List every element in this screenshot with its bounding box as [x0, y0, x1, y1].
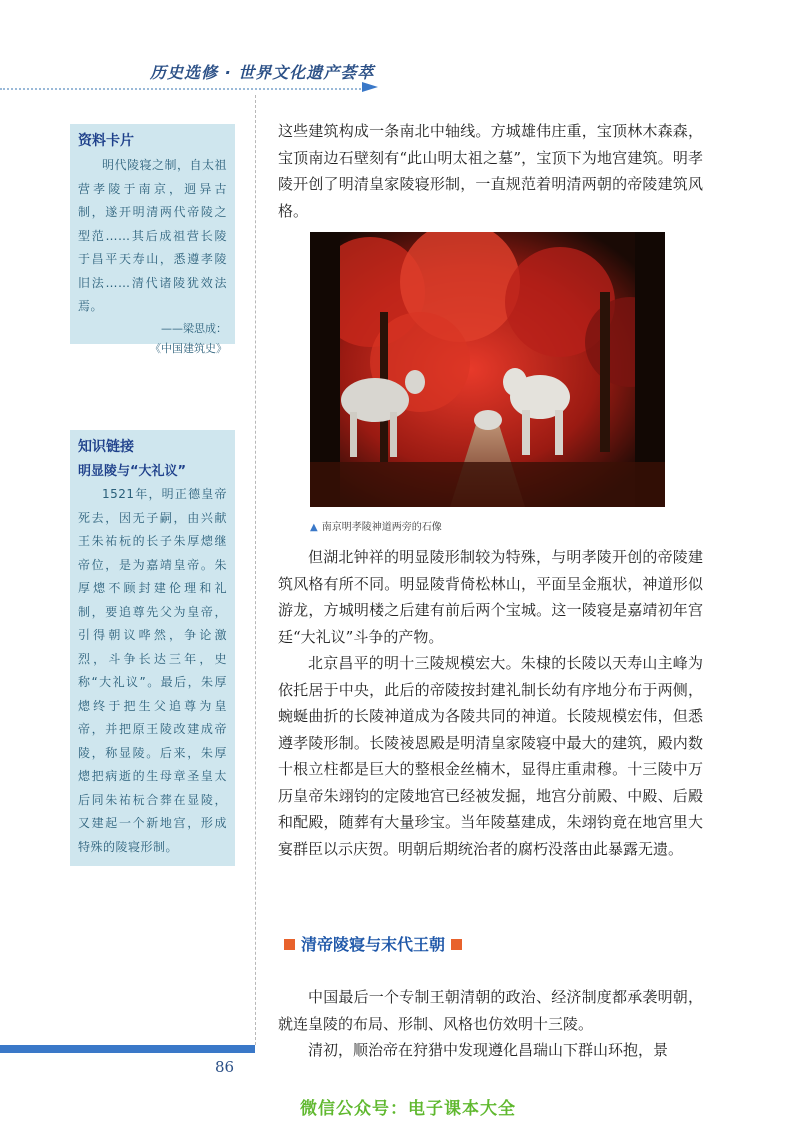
- header-arrow-icon: [362, 82, 378, 92]
- knowledge-link-title: 知识链接: [78, 439, 134, 455]
- paragraph-3: 北京昌平的明十三陵规模宏大。朱棣的长陵以天寿山主峰为依托居于中央，此后的帝陵按封建礼制长幼有序地分布于两侧，蜿蜒曲折的长陵神道成为各陵共同的神道。长陵规模宏伟，但悉遵孝陵形制。长陵祾恩殿是明清皇家陵寝中最大的建筑，殿内数十根立柱都是巨大的整根金丝楠木，显得庄重肃穆。十三陵中万历皇帝朱翊钧的定陵地宫已经被发掘，地宫分前殿、中殿、后殿和配殿，随葬有大量珍宝。当年陵墓建成，朱翊钧竟在地宫里大宴群臣以示庆贺。明朝后期统治者的腐朽没落由此暴露无遗。: [278, 654, 703, 858]
- page-number: 86: [215, 1058, 235, 1076]
- section-heading-text: 清帝陵寝与末代王朝: [301, 935, 446, 954]
- heading-square-icon: [451, 939, 462, 950]
- data-card-source-author: ——梁思成：: [161, 321, 227, 335]
- column-divider: [255, 95, 256, 1045]
- data-card-source-book: 《中国建筑史》: [150, 341, 227, 355]
- data-card-body: 明代陵寝之制，自太祖营孝陵于南京，迥异古制，遂开明清两代帝陵之型范……其后成祖营长陵于昌平天寿山，悉遵孝陵旧法……清代诸陵犹效法焉。: [78, 158, 228, 313]
- caption-triangle-icon: ▲: [310, 522, 318, 533]
- photo-caption: [310, 518, 442, 533]
- section-heading: [278, 932, 468, 955]
- knowledge-link-subtitle: 明显陵与“大礼议”: [78, 464, 187, 479]
- main-text-block-3: [278, 984, 703, 1064]
- data-card-title: 资料卡片: [78, 133, 134, 149]
- photo-caption-text: 南京明孝陵神道两旁的石像: [321, 522, 442, 533]
- header-dotted-rule: [0, 88, 368, 90]
- knowledge-link-card: [70, 430, 235, 866]
- watermark: 微信公众号：电子课本大全: [300, 1099, 516, 1119]
- paragraph-1: 这些建筑构成一条南北中轴线。方城雄伟庄重，宝顶林木森森，宝顶南边石壁刻有“此山明太祖之墓”，宝顶下为地宫建筑。明孝陵开创了明清皇家陵寝形制，一直规范着明清两朝的帝陵建筑风格。: [278, 122, 703, 220]
- footer-bar: [0, 1045, 255, 1053]
- heading-square-icon: [284, 939, 295, 950]
- stone-statues-photo: [310, 232, 665, 507]
- running-header-title: 历史选修 · 世界文化遗产荟萃: [150, 63, 375, 82]
- knowledge-link-body: 1521年，明正德皇帝死去，因无子嗣，由兴献王朱祐杬的长子朱厚熜继帝位，是为嘉靖皇帝。朱厚熜不顾封建伦理和礼制，要追尊先父为皇帝，引得朝议哗然，争论激烈，斗争长达三年，史称“大礼议”。最后，朱厚熜终于把生父追尊为皇帝，并把原王陵改建成帝陵，称显陵。后来，朱厚熜把病逝的生母章圣皇太后同朱祐杬合葬在显陵，又建起一个新地宫，形成特殊的陵寝形制。: [78, 487, 227, 854]
- paragraph-4: 中国最后一个专制王朝清朝的政治、经济制度都承袭明朝，就连皇陵的布局、形制、风格也仿效明十三陵。: [278, 988, 703, 1033]
- main-text-block-2: [278, 544, 703, 862]
- paragraph-5: 清初，顺治帝在狩猎中发现遵化昌瑞山下群山环抱，景: [308, 1041, 669, 1059]
- paragraph-2: 但湖北钟祥的明显陵形制较为特殊，与明孝陵开创的帝陵建筑风格有所不同。明显陵背倚松林山，平面呈金瓶状，神道形似游龙，方城明楼之后建有前后两个宝城。这一陵寝是嘉靖初年宫廷“大礼议”斗争的产物。: [278, 548, 703, 646]
- data-card: [70, 124, 235, 355]
- main-text-block-1: [278, 118, 703, 224]
